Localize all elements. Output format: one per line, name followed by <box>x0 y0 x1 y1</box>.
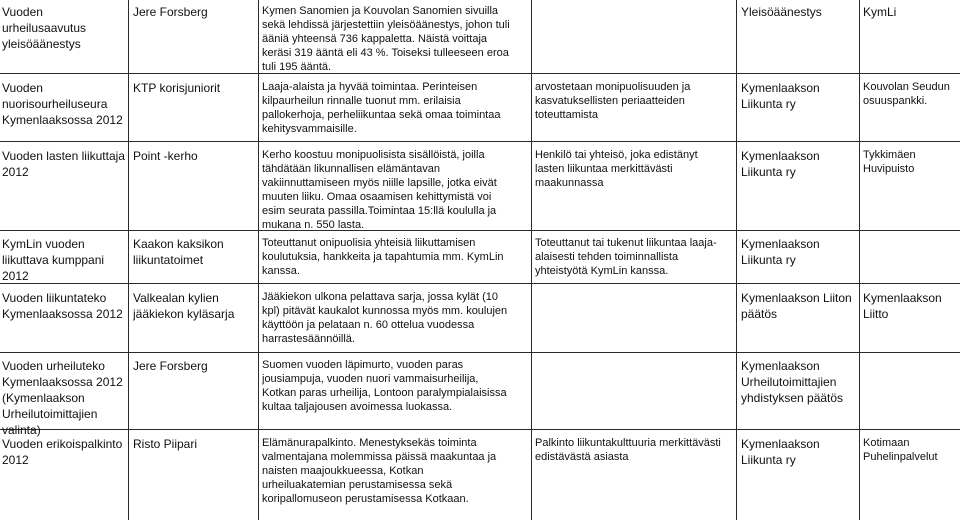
justification: Kerho koostuu monipuolisista sisällöistä, joilla tähdätään likunnallisen elämäntavan vakiinnuttamiseen myös niille lapsille, jotka eivät muuten liiku. Omaa osaamisen kehittymistä voi esim seurata passilla.Toimintaa 15:llä koululla ja mukana n. 550 lasta. <box>262 149 497 231</box>
justification: Toteuttanut onipuolisia yhteisiä liikuttamisen koulutuksia, hankkeita ja tapahtumia mm. KymLin kanssa. <box>262 237 504 277</box>
criteria: Toteuttanut tai tukenut liikuntaa laaja- alaisesti tehden toiminnallista yhteistyötä KymLin kanssa. <box>535 237 717 277</box>
justification: Laaja-alaista ja hyvää toimintaa. Perinteisen kilpaurheilun rinnalle tuonut mm. erilaisia pallokerhoja, perheliikuntaa sekä omaa toimintaa kehitysvammaisille. <box>262 81 501 135</box>
winner: Jere Forsberg <box>133 359 208 373</box>
award-name: KymLin vuoden liikuttava kumppani 2012 <box>2 237 105 283</box>
justification: Kymen Sanomien ja Kouvolan Sanomien sivuilla sekä lehdissä järjestettiin yleisöäänestys, johon tuli ääniä yhteensä 736 kappaletta. Näistä voittaja keräsi 319 ääntä eli 43 %. Toiseksi tulleeseen eroa tuli 195 ääntä. <box>262 5 510 73</box>
column-divider <box>859 0 860 520</box>
award-name: Vuoden nuorisourheiluseura Kymenlaaksossa 2012 <box>2 81 123 127</box>
winner: Point -kerho <box>133 149 198 163</box>
winner: Jere Forsberg <box>133 5 208 19</box>
justification: Jääkiekon ulkona pelattava sarja, jossa kylät (10 kpl) pitävät kaukalot kunnossa myös mm. koulujen käyttöön ja pelataan n. 60 ottelua vuodessa harrastesäännöillä. <box>262 291 508 345</box>
sponsor: Kymenlaakson Liitto <box>863 291 942 321</box>
winner: Risto Piipari <box>133 437 198 451</box>
award-name: Vuoden urheiluteko Kymenlaaksossa 2012 (Kymenlaakson Urheilutoimittajien valinta) <box>2 359 123 437</box>
row-divider <box>0 141 960 142</box>
column-divider <box>736 0 737 520</box>
criteria: Palkinto liikuntakulttuuria merkittävästi edistävästä asiasta <box>535 437 721 463</box>
decided-by: Yleisöäänestys <box>741 5 822 19</box>
justification: Suomen vuoden läpimurto, vuoden paras jousiampuja, vuoden nuori vammaisurheilija, Kotkan paras urheilija, Lontoon paralympialaisissa kultaa taljajousen avoimessa luokassa. <box>262 359 507 413</box>
row-divider <box>0 283 960 284</box>
winner: KTP korisjuniorit <box>133 81 221 95</box>
criteria: arvostetaan monipuolisuuden ja kasvatuksellisten periaatteiden toteuttamista <box>535 81 691 121</box>
row-divider <box>0 429 960 430</box>
criteria: Henkilö tai yhteisö, joka edistänyt lasten liikuntaa merkittävästi maakunnassa <box>535 149 698 189</box>
sponsor: Tykkimäen Huvipuisto <box>863 149 916 175</box>
winner: Kaakon kaksikon liikuntatoimet <box>133 237 224 267</box>
award-name: Vuoden liikuntateko Kymenlaaksossa 2012 <box>2 291 123 321</box>
justification: Elämänurapalkinto. Menestyksekäs toiminta valmentajana molemmissa päissä maakuntaa ja naisten maajoukkueessa, Kotkan urheiluakatemian perustamisessa sekä koripallomuseon perustamisessa Kotkaan. <box>262 437 497 505</box>
sponsor: KymLi <box>863 5 897 19</box>
decided-by: Kymenlaakson Urheilutoimittajien yhdistyksen päätös <box>741 359 844 405</box>
row-divider <box>0 352 960 353</box>
column-divider <box>531 0 532 520</box>
sponsor: Kouvolan Seudun osuuspankki. <box>863 81 950 107</box>
decided-by: Kymenlaakson Liikunta ry <box>741 81 820 111</box>
decided-by: Kymenlaakson Liiton päätös <box>741 291 852 321</box>
award-name: Vuoden erikoispalkinto 2012 <box>2 437 123 467</box>
decided-by: Kymenlaakson Liikunta ry <box>741 237 820 267</box>
award-name: Vuoden urheilusaavutus yleisöäänestys <box>2 5 87 51</box>
award-name: Vuoden lasten liikuttaja 2012 <box>2 149 125 179</box>
decided-by: Kymenlaakson Liikunta ry <box>741 437 820 467</box>
sponsor: Kotimaan Puhelinpalvelut <box>863 437 938 463</box>
decided-by: Kymenlaakson Liikunta ry <box>741 149 820 179</box>
winner: Valkealan kylien jääkiekon kyläsarja <box>133 291 235 321</box>
column-divider <box>128 0 129 520</box>
